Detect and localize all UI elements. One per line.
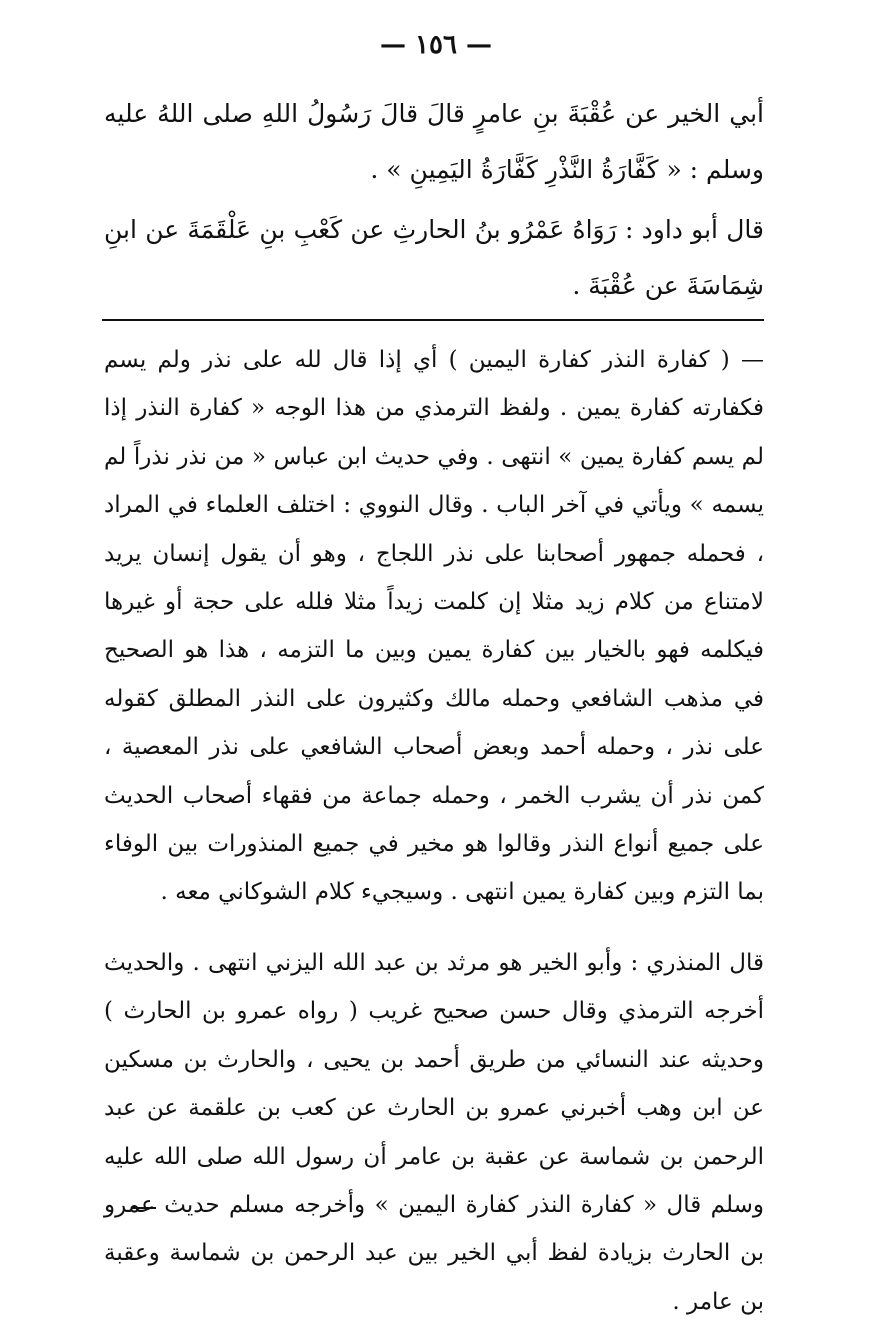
hadith-main-text: أبي الخير عن عُقْبَةَ بنِ عامرٍ قالَ قالَ رَسُولُ اللهِ صلى اللهُ عليه وسلم : « كَفَّارَةُ النَّذْرِ كَفَّارَةُ اليَمِينِ » .: [104, 99, 764, 184]
commentary-paragraph: — ( كفارة النذر كفارة اليمين ) أي إذا قال لله على نذر ولم يسم فكفارته كفارة يمين . ولفظ الترمذي من هذا الوجه « كفارة النذر إذا لم يسم كفارة يمين » انتهى . وفي حديث ابن عباس « من نذر نذراً لم يسمه » ويأتي في آخر الباب . وقال النووي : اختلف العلماء في المراد ، فحمله جمهور أصحابنا على نذر اللجاج ، وهو أن يقول إنسان يريد لامتناع من كلام زيد مثلا إن كلمت زيداً مثلا فلله على حجة أو غيرها فيكلمه فهو بالخيار بين كفارة يمين وبين ما التزمه ، هذا هو الصحيح في مذهب الشافعي وحمله مالك وكثيرون على النذر المطلق كقوله على نذر ، وحمله أحمد وبعض أصحاب الشافعي على نذر المعصية ، كمن نذر أن يشرب الخمر ، وحمله جماعة من فقهاء أصحاب الحديث على جميع أنواع النذر وقالوا هو مخير في جميع المنذورات بين الوفاء بما التزم وبين كفارة يمين انتهى . وسيجيء كلام الشوكاني معه .: [104, 347, 764, 906]
hadith-narration-note: قال أبو داود : رَوَاهُ عَمْرُو بنُ الحارثِ عن كَعْبِ بنِ عَلْقَمَةَ عن ابنِ شِمَاسَةَ عن عُقْبَةَ .: [104, 215, 764, 300]
end-dash: [132, 1207, 156, 1209]
footnote-divider: [102, 319, 764, 321]
hadith-text-block: [104, 86, 764, 314]
commentary-block: [104, 336, 764, 1326]
page-number: — ١٥٦ —: [379, 30, 493, 60]
commentary-paragraph: قال المنذري : وأبو الخير هو مرثد بن عبد الله اليزني انتهى . والحديث أخرجه الترمذي وقال حسن صحيح غريب ( رواه عمرو بن الحارث ) وحديثه عند النسائي من طريق أحمد بن يحيى ، والحارث بن مسكين عن ابن وهب أخبرني عمرو بن الحارث عن كعب بن علقمة عن عبد الرحمن بن شماسة عن عقبة بن عامر أن رسول الله صلى الله عليه وسلم قال « كفارة النذر كفارة اليمين » وأخرجه مسلم حديث عمرو بن الحارث بزيادة لفظ أبي الخير بين عبد الرحمن بن شماسة وعقبة بن عامر .: [104, 949, 764, 1315]
